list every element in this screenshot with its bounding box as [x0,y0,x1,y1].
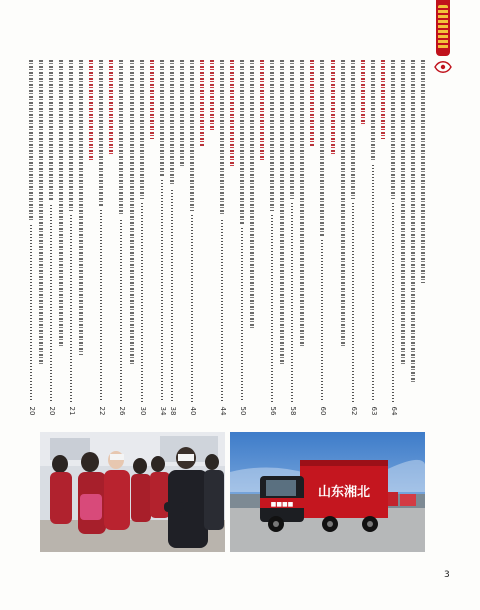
toc-entry-text [300,60,304,348]
toc-entry [319,60,328,420]
toc-page-number: 26 [118,406,127,416]
toc-entry [289,60,298,420]
toc-page-number: 34 [158,406,167,416]
toc-page-number: 20 [28,406,37,416]
toc-entry-text [170,60,174,186]
toc-page-number: 44 [218,406,227,416]
toc-page-number: 60 [319,406,328,416]
toc-leader-dots [191,215,193,402]
toc-entry-text [320,60,324,236]
toc-leader-dots [50,205,52,402]
toc-section-heading [259,60,265,420]
toc-page-number: 64 [389,406,398,416]
toc-page-number: 62 [349,406,358,416]
toc-page-number: 30 [138,406,147,416]
toc-leader-dots [372,165,374,402]
toc-entry [129,60,135,420]
toc-entry-text [381,60,385,139]
toc-entry-text [290,60,294,199]
toc-leader-dots [161,180,163,402]
toc-entry-text [331,60,335,154]
toc-entry-text [421,60,425,283]
toc-page-number: 21 [68,406,77,416]
photo-relief-truck [230,432,425,552]
toc-leader-dots [392,203,394,402]
toc-entry [219,60,225,420]
toc-section-heading [309,60,315,420]
toc-leader-dots [141,203,143,402]
toc-entry [48,60,57,420]
toc-entry-text [210,60,214,132]
toc-entry-text [79,60,83,355]
toc-section-heading [360,60,366,420]
toc-entry [239,60,248,420]
toc-entry-text [109,60,113,154]
toc-leader-dots [352,203,354,402]
toc-leader-dots [100,210,102,402]
toc-entry-text [351,60,355,199]
toc-leader-dots [30,225,32,402]
toc-entry-text [89,60,93,161]
toc-page-number: 58 [289,406,298,416]
toc-section-heading [88,60,94,420]
toc-entry [390,60,396,420]
toc-entry [78,60,84,420]
toc-entry [159,60,165,420]
toc-entry [279,60,285,420]
toc-entry-text [240,60,244,224]
toc-section-heading [209,60,215,420]
title-ornament-icon [433,58,453,76]
toc-entry [269,60,278,420]
toc-page-number: 56 [269,406,278,416]
truck-banner-text: 山东湘北 [317,485,371,500]
svg-text:■■■■: ■■■■ [270,501,294,508]
toc-section-heading [229,60,235,420]
toc-entry-text [29,60,33,221]
photo-medical-team [40,432,225,552]
toc-entry [370,60,376,420]
toc-entry-text [180,60,184,168]
toc-entry-text [341,60,345,348]
toc-section-heading [108,60,114,420]
toc-entry-text [401,60,405,366]
toc-leader-dots [70,215,72,402]
toc-entry-text [220,60,224,216]
toc-entry [98,60,107,420]
toc-entry-text [310,60,314,146]
toc-page-number: 40 [188,406,197,416]
toc-entry [299,60,305,420]
toc-entry [420,60,426,420]
toc-entry-text [200,60,204,146]
toc-entry-text [270,60,274,211]
toc-entry-text [69,60,73,211]
toc-entry [68,60,77,420]
toc-entry [139,60,145,420]
toc-entry [410,60,416,420]
toc-leader-dots [291,203,293,402]
toc-page-number: 22 [98,406,107,416]
toc-section-heading [149,60,155,420]
toc-entry-text [150,60,154,139]
toc-entry-text [130,60,134,366]
toc-section-heading [380,60,386,420]
toc-leader-dots [241,228,243,402]
toc-entry [189,60,195,420]
toc-leader-dots [120,220,122,402]
toc-entry [28,60,37,420]
page-number: 3 [444,570,450,580]
table-of-contents [26,60,428,420]
toc-entry-text [280,60,284,366]
toc-entry-text [190,60,194,211]
toc-entry [350,60,356,420]
toc-entry [249,60,255,420]
toc-entry [118,60,127,420]
toc-entry-text [230,60,234,168]
toc-entry [179,60,185,420]
title-emblem [438,5,448,49]
toc-leader-dots [221,220,223,402]
toc-entry-text [39,60,43,366]
toc-leader-dots [321,240,323,402]
toc-page-number: 50 [239,406,248,416]
toc-entry-text [160,60,164,176]
toc-entry [400,60,406,420]
toc-entry [38,60,44,420]
toc-section-heading [199,60,205,420]
toc-entry-text [250,60,254,330]
toc-page-number: 63 [369,406,378,416]
toc-entry-text [49,60,53,201]
toc-entry [340,60,346,420]
toc-entry-text [371,60,375,161]
toc-entry-text [119,60,123,216]
toc-page-number: 38 [168,406,177,416]
toc-entry-text [361,60,365,125]
toc-entry-text [391,60,395,199]
toc-entry-text [140,60,144,199]
toc-page-number: 20 [48,406,57,416]
toc-leader-dots [171,190,173,402]
toc-entry-text [99,60,103,206]
toc-entry [169,60,175,420]
toc-entry-text [260,60,264,161]
toc-entry [58,60,64,420]
toc-section-heading [330,60,336,420]
toc-leader-dots [271,215,273,402]
toc-entry-text [59,60,63,348]
toc-entry-text [411,60,415,384]
